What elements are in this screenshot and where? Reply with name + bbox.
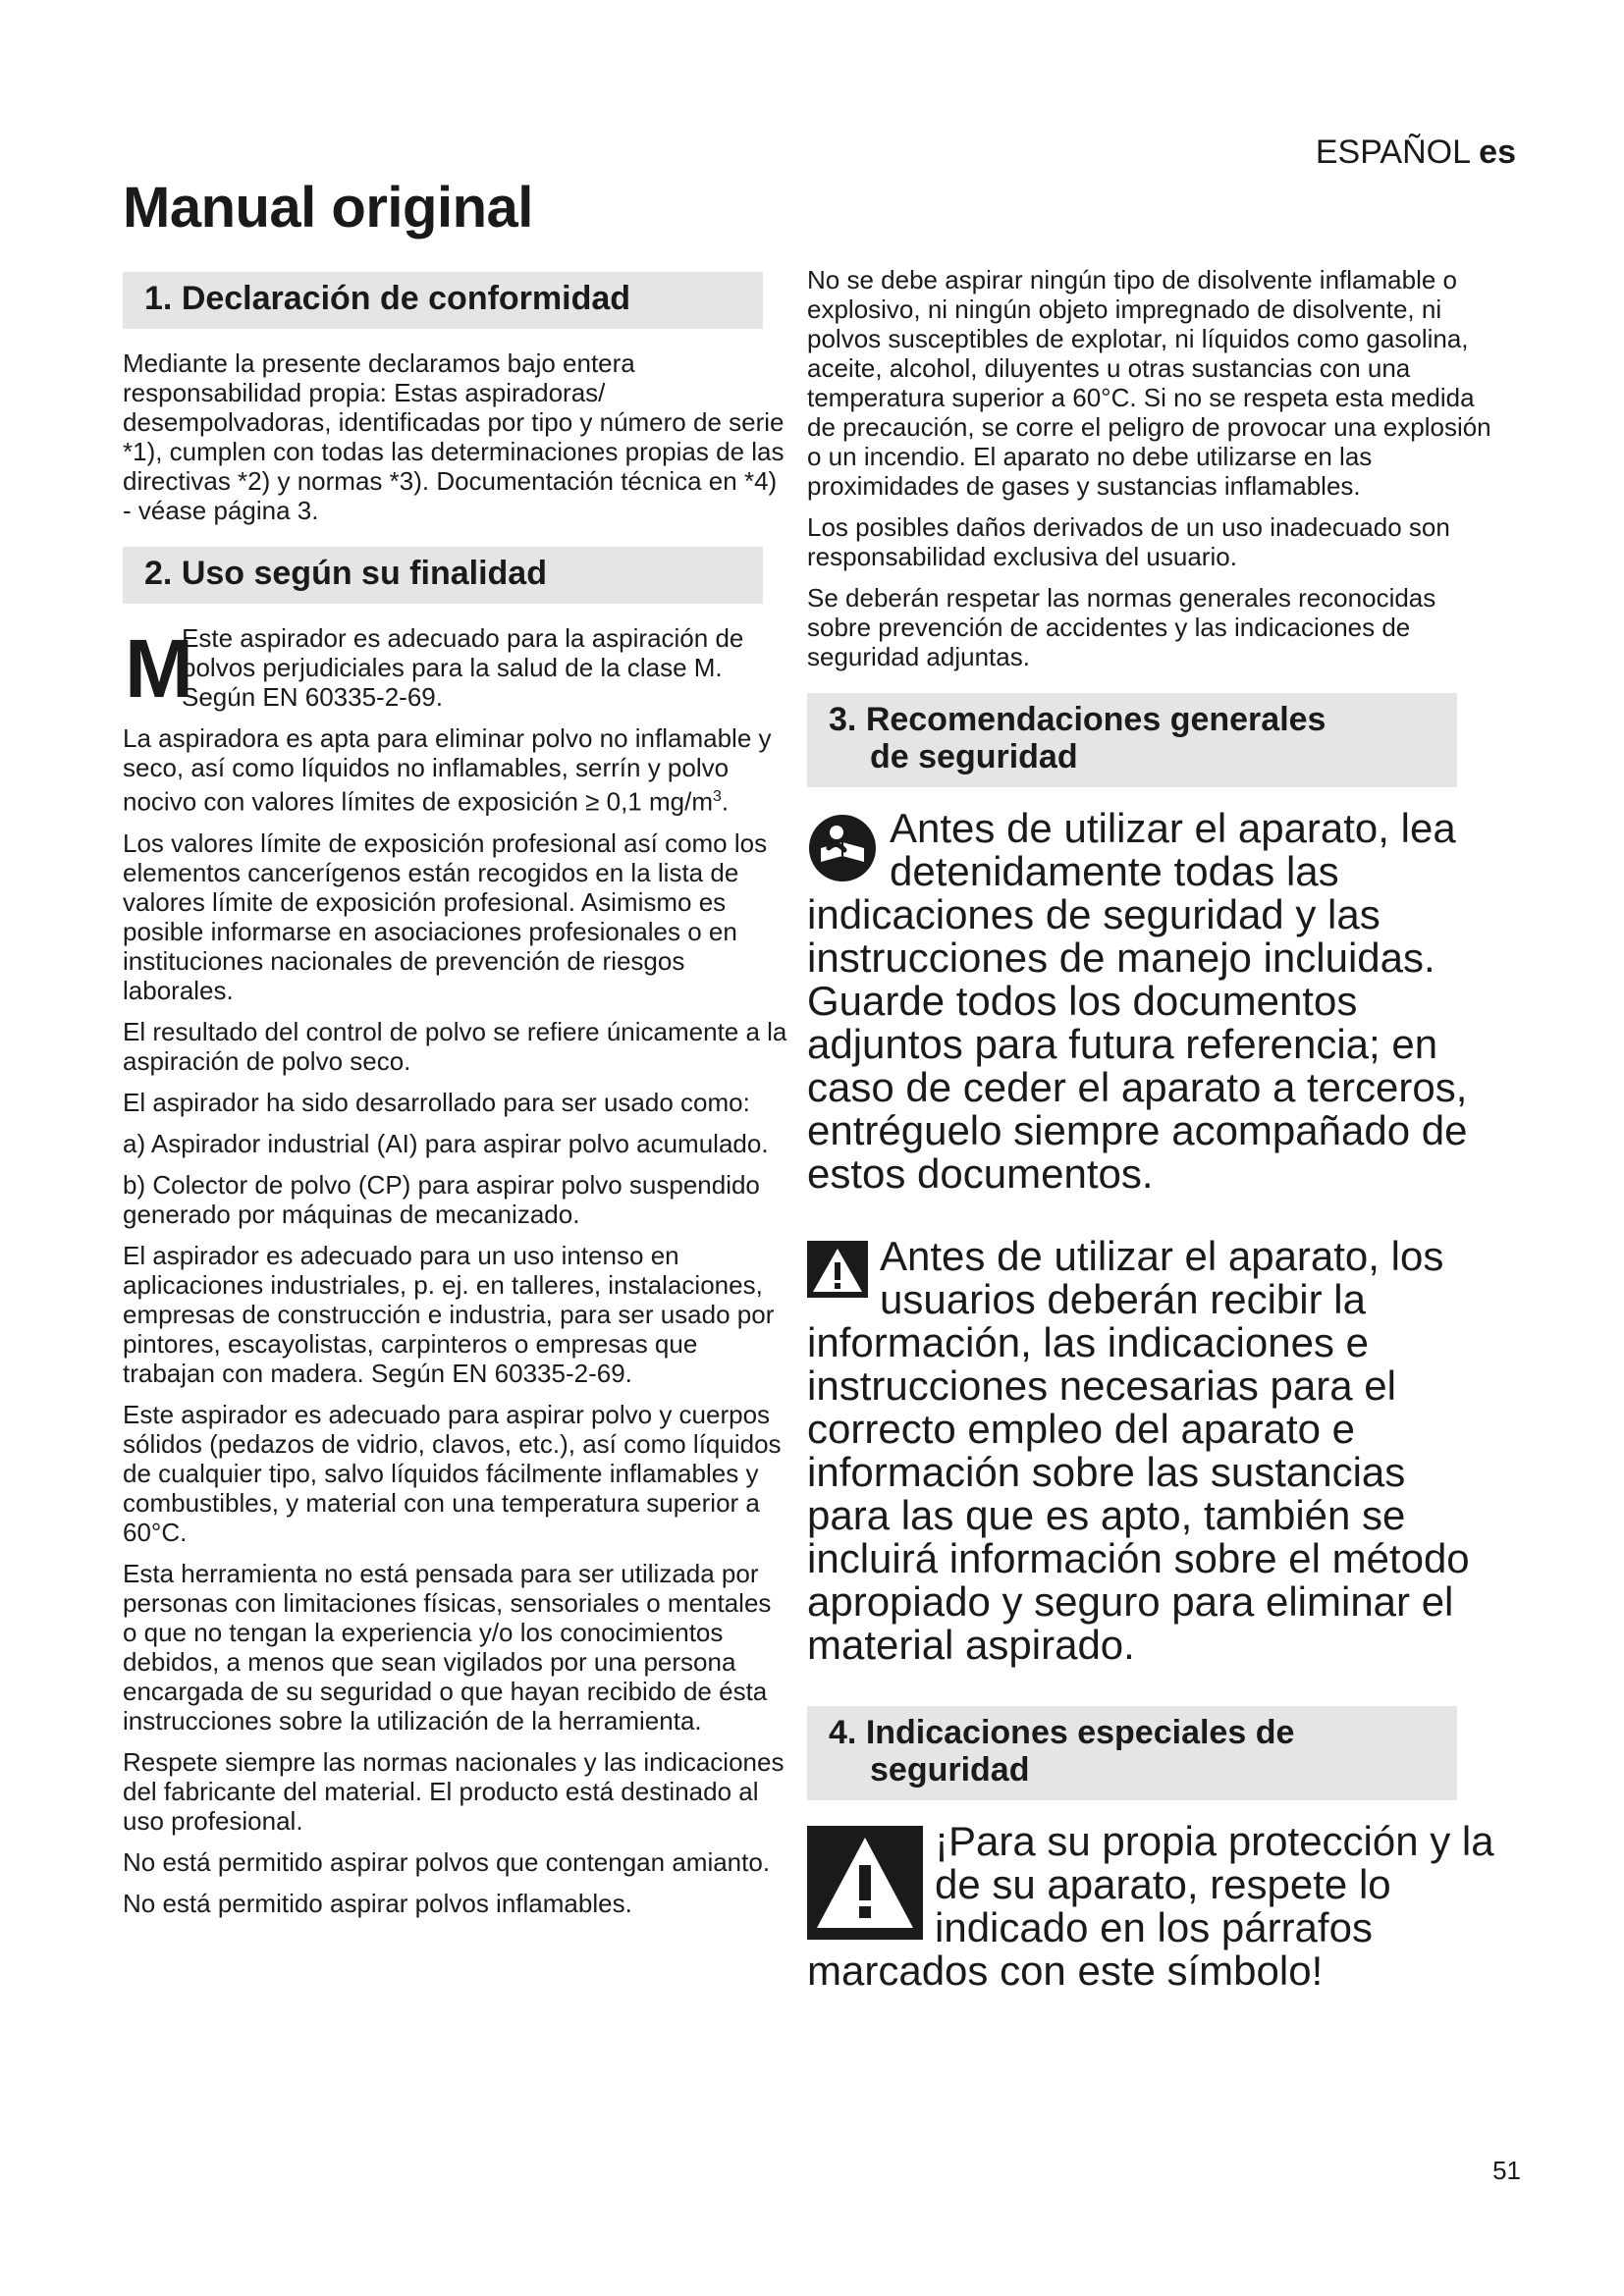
section-1-title: Declaración de conformidad	[181, 280, 631, 317]
section-1-number: 1.	[144, 280, 173, 317]
section-2-paragraph: No está permitido aspirar polvos inflamables.	[123, 1888, 632, 1918]
special-safety-text: ¡Para su propia protección y la de su aparato, respete lo indicado en los párrafos marcados con este símbolo!	[807, 1818, 1494, 1994]
section-3-number: 3.	[829, 701, 857, 738]
section-4-title-line-1: Indicaciones especiales de	[865, 1714, 1295, 1751]
page-number: 51	[1492, 2156, 1521, 2185]
dust-class-m-symbol: M	[125, 622, 191, 715]
section-2-paragraph: Se deberán respetar las normas generales reconocidas sobre prevención de accidentes y las indicaciones de seguridad adjuntas.	[807, 583, 1436, 671]
section-2-title: Uso según su finalidad	[181, 555, 547, 592]
special-safety-warning	[807, 1820, 1494, 2010]
section-2-paragraph: No está permitido aspirar polvos que contengan amianto.	[123, 1846, 771, 1877]
dust-text-end: .	[721, 786, 730, 817]
read-manual-text: Antes de utilizar el aparato, lea detenidamente todas las indicaciones de seguridad y las instrucciones de manejo incluidas. Guarde todos los documentos adjuntos para futura referencia; en caso de ceder el aparato a terceros, entréguelo siempre acompañado de estos documentos.	[807, 805, 1468, 1197]
page-title: Manual original	[123, 176, 533, 240]
language-code: es	[1479, 133, 1516, 171]
large-warning-icon	[807, 1826, 923, 1945]
section-2-number: 2.	[144, 555, 173, 592]
warning-icon	[807, 1241, 868, 1303]
section-2-paragraph: Respete siempre las normas nacionales y las indicaciones del fabricante del material. El producto está destinado al uso profesional.	[123, 1746, 785, 1836]
section-4-title-line-2: seguridad	[870, 1751, 1030, 1789]
dust-class-m-note	[123, 622, 790, 715]
user-information-warning	[807, 1235, 1494, 1684]
section-1-heading	[123, 272, 763, 329]
dust-superscript: 3	[712, 788, 722, 805]
section-2-paragraph: a) Aspirador industrial (AI) para aspirar polvo acumulado.	[123, 1128, 769, 1158]
section-4-heading	[807, 1706, 1457, 1800]
section-2-paragraph: Los valores límite de exposición profesional así como los elementos cancerígenos están recogidos en la lista de valores límite de exposición profesional. Asimismo es posible informarse en asociaciones profesionales o en instituciones nacionales de prevención de riesgos laborales.	[123, 828, 768, 1005]
section-2-paragraph: b) Colector de polvo (CP) para aspirar polvo suspendido generado por máquinas de mecanizado.	[123, 1169, 760, 1229]
section-3-heading	[807, 693, 1457, 787]
section-2-paragraph: El aspirador ha sido desarrollado para ser usado como:	[123, 1087, 750, 1117]
section-2-paragraph: Este aspirador es adecuado para aspirar polvo y cuerpos sólidos (pedazos de vidrio, clavos, etc.), así como líquidos de cualquier tipo, salvo líquidos fácilmente inflamables y combustibles, y material con una temperatura superior a 60°C.	[123, 1399, 782, 1547]
read-manual-notice	[807, 807, 1494, 1213]
left-column	[123, 272, 790, 1930]
section-1-paragraph: Mediante la presente declaramos bajo entera responsabilidad propia: Estas aspiradoras/ desempolvadoras, identificadas por tipo y número de serie *1), cumplen con todas las determinaciones propias de las directivas *2) y normas *3). Documentación técnica en *4) - véase página 3.	[123, 348, 785, 525]
section-2-paragraph-dust	[123, 723, 790, 817]
read-manual-icon	[807, 813, 878, 888]
language-header	[1316, 133, 1516, 172]
section-2-paragraph: No se debe aspirar ningún tipo de disolvente inflamable o explosivo, ni ningún objeto impregnado de disolvente, ni polvos susceptibles de explotar, ni líquidos como gasolina, aceite, alcohol, diluyentes u otras sustancias con una temperatura superior a 60°C. Si no se respeta esta medida de precaución, se corre el peligro de provocar una explosión o un incendio. El aparato no debe utilizarse en las proximidades de gases y sustancias inflamables.	[807, 265, 1491, 501]
section-2-heading	[123, 547, 763, 604]
section-2-paragraph: El aspirador es adecuado para un uso intenso en aplicaciones industriales, p. ej. en talleres, instalaciones, empresas de construcción e industria, para ser usado por pintores, escayolistas, carpinteros o empresas que trabajan con madera. Según EN 60335-2-69.	[123, 1240, 775, 1388]
dust-text: La aspiradora es apta para eliminar polvo no inflamable y seco, así como líquidos no inflamables, serrín y polvo nocivo con valores límites de exposición ≥ 0,1 mg/m	[123, 723, 772, 817]
section-3-title-line-1: Recomendaciones generales	[865, 701, 1326, 738]
section-2-paragraph: Los posibles daños derivados de un uso inadecuado son responsabilidad exclusiva del usuario.	[807, 512, 1450, 571]
language-label: ESPAÑOL	[1315, 133, 1470, 171]
section-3-title-line-2: de seguridad	[870, 738, 1078, 775]
section-2-paragraph: Esta herramienta no está pensada para ser utilizada por personas con limitaciones físicas, sensoriales o mentales o que no tengan la experiencia y/o los conocimientos debidos, a menos que sean vigilados por una persona encargada de su seguridad o que hayan recibido de ésta instrucciones sobre la utilización de la herramienta.	[123, 1558, 772, 1735]
section-4-number: 4.	[829, 1714, 857, 1751]
user-information-text: Antes de utilizar el aparato, los usuarios deberán recibir la información, las indicaciones e instrucciones necesarias para el correcto empleo del aparato e información sobre las sustancias para las que es apto, también se incluirá información sobre el método apropiado y seguro para eliminar el material aspirado.	[807, 1233, 1470, 1668]
right-column	[807, 265, 1494, 2032]
dust-class-m-text: Este aspirador es adecuado para la aspiración de polvos perjudiciales para la salud de la clase M. Según EN 60335-2-69.	[182, 623, 744, 712]
section-2-paragraph: El resultado del control de polvo se refiere únicamente a la aspiración de polvo seco.	[123, 1016, 787, 1076]
